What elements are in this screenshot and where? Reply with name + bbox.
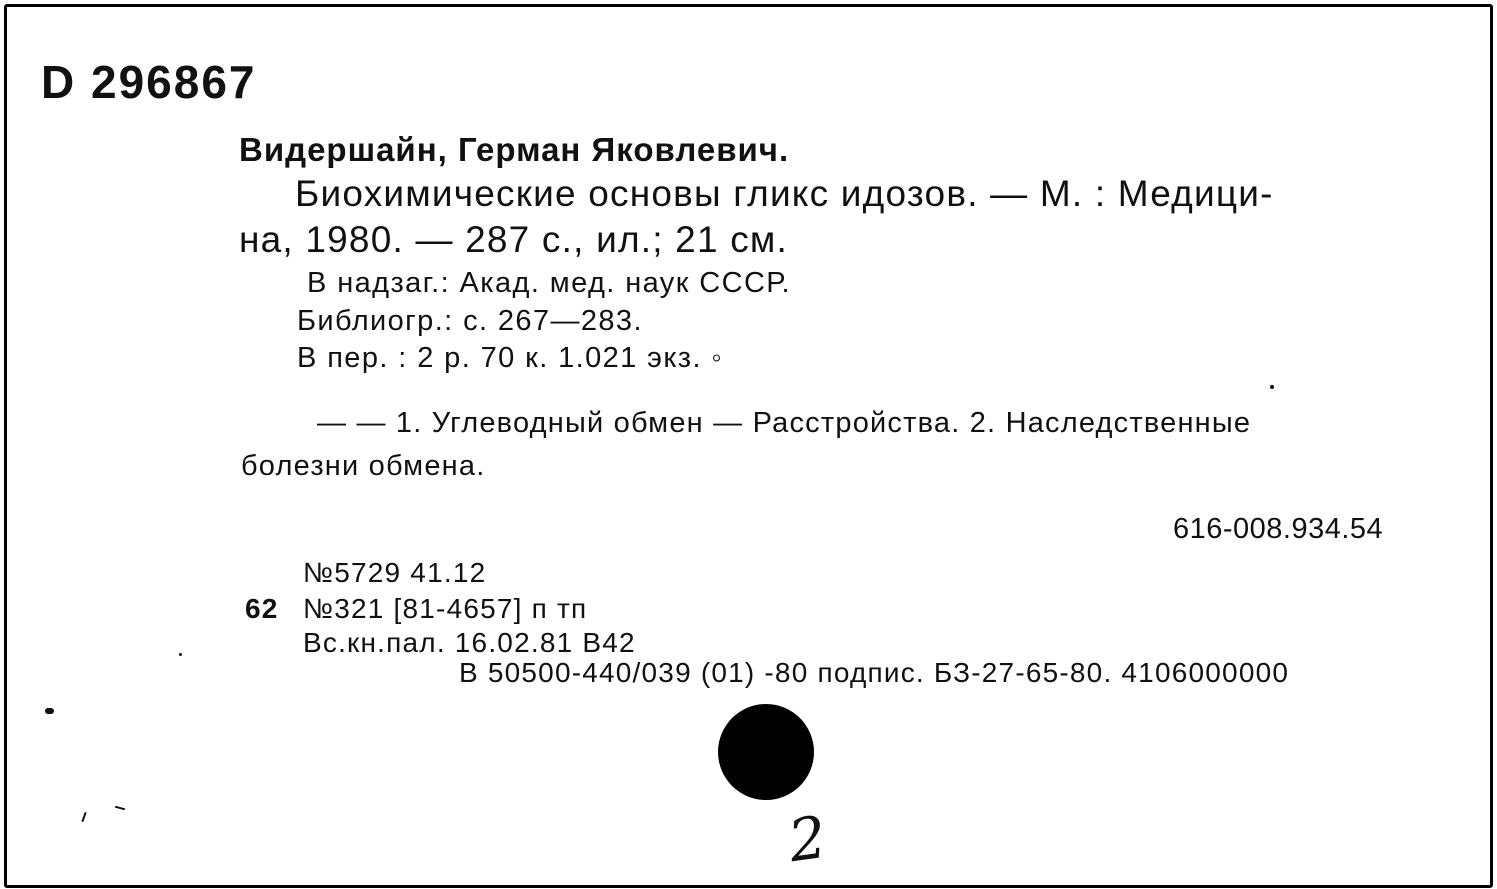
publishing-line-1: №5729 41.12	[303, 557, 487, 588]
author-heading: Видершайн, Герман Яковлевич.	[239, 131, 790, 168]
title-line-1: Биохимические основы гликс идозов. — М. : Медици-	[295, 173, 1274, 214]
punch-hole	[718, 704, 814, 800]
publishing-line-2-number: 62	[245, 593, 279, 624]
publishing-line-3: Вс.кн.пал. 16.02.81 В42	[303, 627, 636, 658]
note-line-1: В надзаг.: Акад. мед. наук СССР.	[307, 267, 792, 299]
call-number: D 296867	[41, 56, 257, 108]
handwritten-mark: 2	[784, 802, 831, 876]
ink-speck	[81, 812, 86, 822]
title-line-2: на, 1980. — 287 с., ил.; 21 см.	[239, 219, 789, 260]
publishing-line-2: №321 [81-4657] п тп	[303, 593, 588, 624]
note-line-2: Библиогр.: с. 267—283.	[297, 305, 643, 337]
subject-headings-line-2: болезни обмена.	[241, 450, 486, 482]
ink-speck	[45, 708, 54, 714]
ink-speck	[115, 806, 125, 811]
ink-speck	[1270, 385, 1274, 389]
catalog-card	[4, 4, 1493, 888]
subject-headings-line-1: — — 1. Углеводный обмен — Расстройства. 2. Наследственные	[317, 407, 1252, 439]
publishing-line-4: В 50500-440/039 (01) -80 подпис. БЗ-27-65-80. 4106000000	[459, 657, 1290, 688]
ink-speck	[179, 653, 182, 656]
note-line-3: В пер. : 2 р. 70 к. 1.021 экз. ◦	[297, 342, 724, 374]
udc-classification: 616-008.934.54	[1173, 513, 1384, 545]
